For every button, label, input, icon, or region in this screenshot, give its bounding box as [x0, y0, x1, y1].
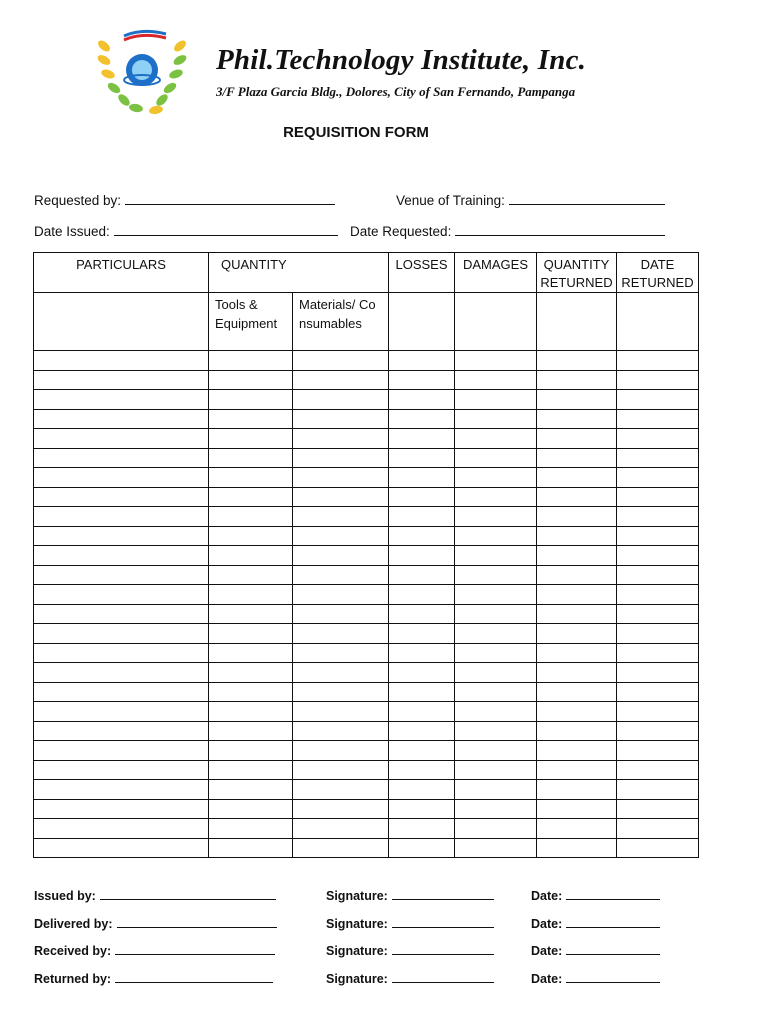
table-cell[interactable] [389, 604, 455, 624]
table-cell[interactable] [537, 702, 617, 722]
table-cell[interactable] [455, 780, 537, 800]
table-cell[interactable] [34, 838, 209, 858]
subheader-blank [617, 293, 699, 351]
signature-field[interactable] [326, 888, 494, 903]
table-cell[interactable] [293, 760, 389, 780]
date-label: Date: [531, 972, 563, 986]
table-row [34, 702, 699, 722]
table-cell[interactable] [209, 487, 293, 507]
table-cell[interactable] [34, 565, 209, 585]
date-issued-line[interactable] [114, 223, 338, 236]
table-cell[interactable] [209, 468, 293, 488]
table-cell[interactable] [293, 370, 389, 390]
table-cell[interactable] [455, 741, 537, 761]
table-cell[interactable] [617, 429, 699, 449]
table-cell[interactable] [293, 526, 389, 546]
table-cell[interactable] [389, 663, 455, 683]
table-cell[interactable] [209, 721, 293, 741]
shield-laurel-logo-icon [94, 28, 190, 118]
table-cell[interactable] [537, 819, 617, 839]
table-cell[interactable] [617, 370, 699, 390]
delivered-by-label: Delivered by: [34, 917, 113, 931]
table-cell[interactable] [389, 507, 455, 527]
table-cell[interactable] [537, 526, 617, 546]
venue-field[interactable] [396, 192, 665, 208]
table-cell[interactable] [389, 643, 455, 663]
table-cell[interactable] [455, 409, 537, 429]
header-particulars: PARTICULARS [34, 253, 209, 293]
signature-field[interactable] [326, 943, 494, 958]
table-cell[interactable] [617, 468, 699, 488]
table-cell[interactable] [293, 838, 389, 858]
table-cell[interactable] [209, 780, 293, 800]
table-cell[interactable] [209, 409, 293, 429]
table-row [34, 507, 699, 527]
table-cell[interactable] [34, 409, 209, 429]
table-cell[interactable] [455, 702, 537, 722]
table-row [34, 624, 699, 644]
table-cell[interactable] [209, 390, 293, 410]
table-cell[interactable] [34, 682, 209, 702]
table-cell[interactable] [209, 370, 293, 390]
table-cell[interactable] [389, 565, 455, 585]
table-cell[interactable] [389, 487, 455, 507]
table-cell[interactable] [617, 702, 699, 722]
table-row [34, 429, 699, 449]
table-cell[interactable] [209, 702, 293, 722]
table-cell[interactable] [537, 604, 617, 624]
header-quantity-returned: QUANTITY RETURNED [537, 253, 617, 293]
table-cell[interactable] [617, 838, 699, 858]
signature-field[interactable] [326, 971, 494, 986]
requested-by-label: Requested by: [34, 193, 122, 208]
date-field[interactable] [531, 943, 660, 958]
table-row [34, 643, 699, 663]
requested-by-field[interactable] [34, 192, 335, 208]
date-issued-label: Date Issued: [34, 224, 110, 239]
table-cell[interactable] [209, 682, 293, 702]
table-cell[interactable] [617, 546, 699, 566]
table-row [34, 760, 699, 780]
table-cell[interactable] [209, 663, 293, 683]
table-cell[interactable] [537, 409, 617, 429]
table-cell[interactable] [617, 682, 699, 702]
table-cell[interactable] [293, 604, 389, 624]
signature-line[interactable] [392, 916, 494, 928]
table-cell[interactable] [617, 819, 699, 839]
table-cell[interactable] [455, 838, 537, 858]
table-cell[interactable] [389, 585, 455, 605]
table-cell[interactable] [34, 526, 209, 546]
venue-line[interactable] [509, 192, 665, 205]
table-cell[interactable] [34, 721, 209, 741]
signature-label: Signature: [326, 917, 388, 931]
table-cell[interactable] [34, 487, 209, 507]
table-cell[interactable] [617, 760, 699, 780]
table-cell[interactable] [34, 741, 209, 761]
table-cell[interactable] [455, 448, 537, 468]
table-cell[interactable] [537, 682, 617, 702]
table-cell[interactable] [537, 760, 617, 780]
table-row [34, 565, 699, 585]
table-cell[interactable] [617, 507, 699, 527]
table-row [34, 682, 699, 702]
table-cell[interactable] [209, 838, 293, 858]
table-cell[interactable] [617, 565, 699, 585]
signature-field[interactable] [326, 916, 494, 931]
table-cell[interactable] [537, 741, 617, 761]
table-cell[interactable] [293, 624, 389, 644]
table-cell[interactable] [455, 390, 537, 410]
table-cell[interactable] [293, 819, 389, 839]
table-cell[interactable] [209, 565, 293, 585]
institute-name: Phil.Technology Institute, Inc. [216, 44, 587, 76]
date-issued-field[interactable] [34, 223, 338, 239]
table-cell[interactable] [389, 429, 455, 449]
table-cell[interactable] [617, 585, 699, 605]
header-damages: DAMAGES [455, 253, 537, 293]
subheader-materials: Materials/ Consumables [293, 293, 389, 351]
table-cell[interactable] [537, 624, 617, 644]
table-row [34, 819, 699, 839]
date-label: Date: [531, 889, 563, 903]
table-cell[interactable] [455, 682, 537, 702]
date-label: Date: [531, 917, 563, 931]
subheader-blank [389, 293, 455, 351]
table-cell[interactable] [389, 760, 455, 780]
table-cell[interactable] [293, 507, 389, 527]
table-cell[interactable] [293, 468, 389, 488]
table-row [34, 390, 699, 410]
table-cell[interactable] [537, 799, 617, 819]
table-cell[interactable] [293, 546, 389, 566]
table-row [34, 741, 699, 761]
table-cell[interactable] [293, 682, 389, 702]
table-cell[interactable] [34, 507, 209, 527]
table-cell[interactable] [209, 507, 293, 527]
table-cell[interactable] [389, 682, 455, 702]
table-cell[interactable] [34, 702, 209, 722]
table-cell[interactable] [209, 546, 293, 566]
table-cell[interactable] [617, 526, 699, 546]
table-cell[interactable] [455, 819, 537, 839]
table-cell[interactable] [34, 468, 209, 488]
table-cell[interactable] [617, 487, 699, 507]
table-cell[interactable] [537, 780, 617, 800]
date-field[interactable] [531, 971, 660, 986]
date-label: Date: [531, 944, 563, 958]
table-cell[interactable] [389, 390, 455, 410]
table-cell[interactable] [617, 799, 699, 819]
signature-line[interactable] [392, 971, 494, 983]
date-field[interactable] [531, 916, 660, 931]
table-cell[interactable] [293, 429, 389, 449]
table-cell[interactable] [537, 643, 617, 663]
received-by-field[interactable] [34, 943, 275, 958]
table-cell[interactable] [34, 663, 209, 683]
table-row [34, 370, 699, 390]
table-cell[interactable] [617, 409, 699, 429]
table-row [34, 468, 699, 488]
table-cell[interactable] [293, 409, 389, 429]
table-cell[interactable] [34, 819, 209, 839]
table-cell[interactable] [293, 565, 389, 585]
table-cell[interactable] [617, 741, 699, 761]
table-cell[interactable] [209, 624, 293, 644]
table-cell[interactable] [617, 351, 699, 371]
table-cell[interactable] [617, 390, 699, 410]
table-cell[interactable] [389, 741, 455, 761]
table-cell[interactable] [209, 604, 293, 624]
table-cell[interactable] [617, 663, 699, 683]
table-cell[interactable] [34, 390, 209, 410]
date-requested-line[interactable] [455, 223, 665, 236]
table-cell[interactable] [455, 370, 537, 390]
table-cell[interactable] [209, 741, 293, 761]
table-cell[interactable] [34, 604, 209, 624]
table-cell[interactable] [293, 585, 389, 605]
table-cell[interactable] [209, 526, 293, 546]
returned-by-line[interactable] [115, 971, 273, 983]
received-by-line[interactable] [115, 943, 275, 955]
table-cell[interactable] [455, 721, 537, 741]
table-cell[interactable] [209, 799, 293, 819]
table-cell[interactable] [389, 799, 455, 819]
table-row [34, 838, 699, 858]
table-cell[interactable] [455, 799, 537, 819]
subheader-tools: Tools & Equipment [209, 293, 293, 351]
issued-by-line[interactable] [100, 888, 276, 900]
table-cell[interactable] [537, 351, 617, 371]
table-cell[interactable] [34, 780, 209, 800]
table-cell[interactable] [34, 546, 209, 566]
table-cell[interactable] [537, 663, 617, 683]
table-row [34, 780, 699, 800]
table-cell[interactable] [455, 546, 537, 566]
table-row [34, 409, 699, 429]
table-cell[interactable] [455, 663, 537, 683]
table-cell[interactable] [209, 643, 293, 663]
table-cell[interactable] [389, 819, 455, 839]
date-field[interactable] [531, 888, 660, 903]
table-cell[interactable] [389, 780, 455, 800]
table-cell[interactable] [537, 390, 617, 410]
table-cell[interactable] [537, 429, 617, 449]
table-cell[interactable] [455, 429, 537, 449]
table-cell[interactable] [455, 760, 537, 780]
received-by-label: Received by: [34, 944, 112, 958]
subheader-blank [455, 293, 537, 351]
table-cell[interactable] [389, 409, 455, 429]
date-line[interactable] [566, 971, 660, 983]
table-cell[interactable] [455, 624, 537, 644]
table-cell[interactable] [293, 663, 389, 683]
table-cell[interactable] [293, 780, 389, 800]
table-cell[interactable] [209, 585, 293, 605]
venue-label: Venue of Training: [396, 193, 505, 208]
table-cell[interactable] [389, 838, 455, 858]
table-cell[interactable] [617, 624, 699, 644]
table-row [34, 448, 699, 468]
table-cell[interactable] [209, 448, 293, 468]
table-cell[interactable] [34, 448, 209, 468]
table-cell[interactable] [389, 624, 455, 644]
table-cell[interactable] [293, 799, 389, 819]
signature-line[interactable] [392, 943, 494, 955]
table-cell[interactable] [389, 448, 455, 468]
subheader-blank [34, 293, 209, 351]
table-cell[interactable] [617, 643, 699, 663]
table-cell[interactable] [209, 351, 293, 371]
issued-by-field[interactable] [34, 888, 276, 903]
date-requested-field[interactable] [350, 223, 665, 239]
table-row [34, 546, 699, 566]
institute-address: 3/F Plaza Garcia Bldg., Dolores, City of San Fernando, Pampanga [216, 84, 576, 99]
table-cell[interactable] [389, 370, 455, 390]
table-row [34, 663, 699, 683]
table-cell[interactable] [293, 351, 389, 371]
table-cell[interactable] [34, 429, 209, 449]
table-cell[interactable] [34, 760, 209, 780]
table-cell[interactable] [293, 643, 389, 663]
table-cell[interactable] [537, 370, 617, 390]
table-cell[interactable] [293, 448, 389, 468]
table-cell[interactable] [34, 351, 209, 371]
table-cell[interactable] [293, 721, 389, 741]
table-cell[interactable] [617, 604, 699, 624]
table-cell[interactable] [389, 468, 455, 488]
table-cell[interactable] [455, 643, 537, 663]
returned-by-label: Returned by: [34, 972, 112, 986]
header-quantity: QUANTITY [209, 253, 389, 293]
table-cell[interactable] [293, 741, 389, 761]
signature-line[interactable] [392, 888, 494, 900]
table-cell[interactable] [455, 487, 537, 507]
table-cell[interactable] [34, 624, 209, 644]
table-row [34, 526, 699, 546]
table-cell[interactable] [455, 604, 537, 624]
table-cell[interactable] [537, 448, 617, 468]
table-row [34, 604, 699, 624]
subheader-blank [537, 293, 617, 351]
table-cell[interactable] [34, 585, 209, 605]
header-losses: LOSSES [389, 253, 455, 293]
table-cell[interactable] [293, 390, 389, 410]
table-row [34, 351, 699, 371]
table-cell[interactable] [537, 487, 617, 507]
issued-by-label: Issued by: [34, 889, 96, 903]
table-cell[interactable] [537, 507, 617, 527]
table-cell[interactable] [34, 643, 209, 663]
table-cell[interactable] [617, 448, 699, 468]
table-cell[interactable] [537, 838, 617, 858]
table-cell[interactable] [537, 546, 617, 566]
table-cell[interactable] [34, 799, 209, 819]
table-cell[interactable] [389, 546, 455, 566]
table-cell[interactable] [34, 370, 209, 390]
signature-label: Signature: [326, 889, 388, 903]
table-row [34, 585, 699, 605]
table-cell[interactable] [455, 565, 537, 585]
date-line[interactable] [566, 888, 660, 900]
table-cell[interactable] [293, 702, 389, 722]
header-date-returned: DATE RETURNED [617, 253, 699, 293]
table-body [34, 351, 699, 858]
date-line[interactable] [566, 916, 660, 928]
table-cell[interactable] [617, 780, 699, 800]
delivered-by-line[interactable] [117, 916, 277, 928]
table-cell[interactable] [293, 487, 389, 507]
table-row [34, 799, 699, 819]
table-cell[interactable] [389, 721, 455, 741]
signature-label: Signature: [326, 972, 388, 986]
table-cell[interactable] [455, 507, 537, 527]
table-row [34, 487, 699, 507]
form-title: REQUISITION FORM [283, 124, 429, 141]
table-cell[interactable] [209, 429, 293, 449]
date-line[interactable] [566, 943, 660, 955]
requisition-table [33, 252, 699, 858]
returned-by-field[interactable] [34, 971, 273, 986]
requested-by-line[interactable] [125, 192, 335, 205]
table-cell[interactable] [617, 721, 699, 741]
signature-label: Signature: [326, 944, 388, 958]
table-cell[interactable] [389, 702, 455, 722]
table-cell[interactable] [455, 468, 537, 488]
table-cell[interactable] [455, 351, 537, 371]
table-cell[interactable] [455, 585, 537, 605]
table-cell[interactable] [537, 565, 617, 585]
table-cell[interactable] [209, 819, 293, 839]
table-cell[interactable] [537, 468, 617, 488]
table-cell[interactable] [455, 526, 537, 546]
table-cell[interactable] [537, 585, 617, 605]
table-cell[interactable] [209, 760, 293, 780]
table-row [34, 721, 699, 741]
table-cell[interactable] [537, 721, 617, 741]
date-requested-label: Date Requested: [350, 224, 452, 239]
table-cell[interactable] [389, 351, 455, 371]
table-cell[interactable] [389, 526, 455, 546]
delivered-by-field[interactable] [34, 916, 277, 931]
